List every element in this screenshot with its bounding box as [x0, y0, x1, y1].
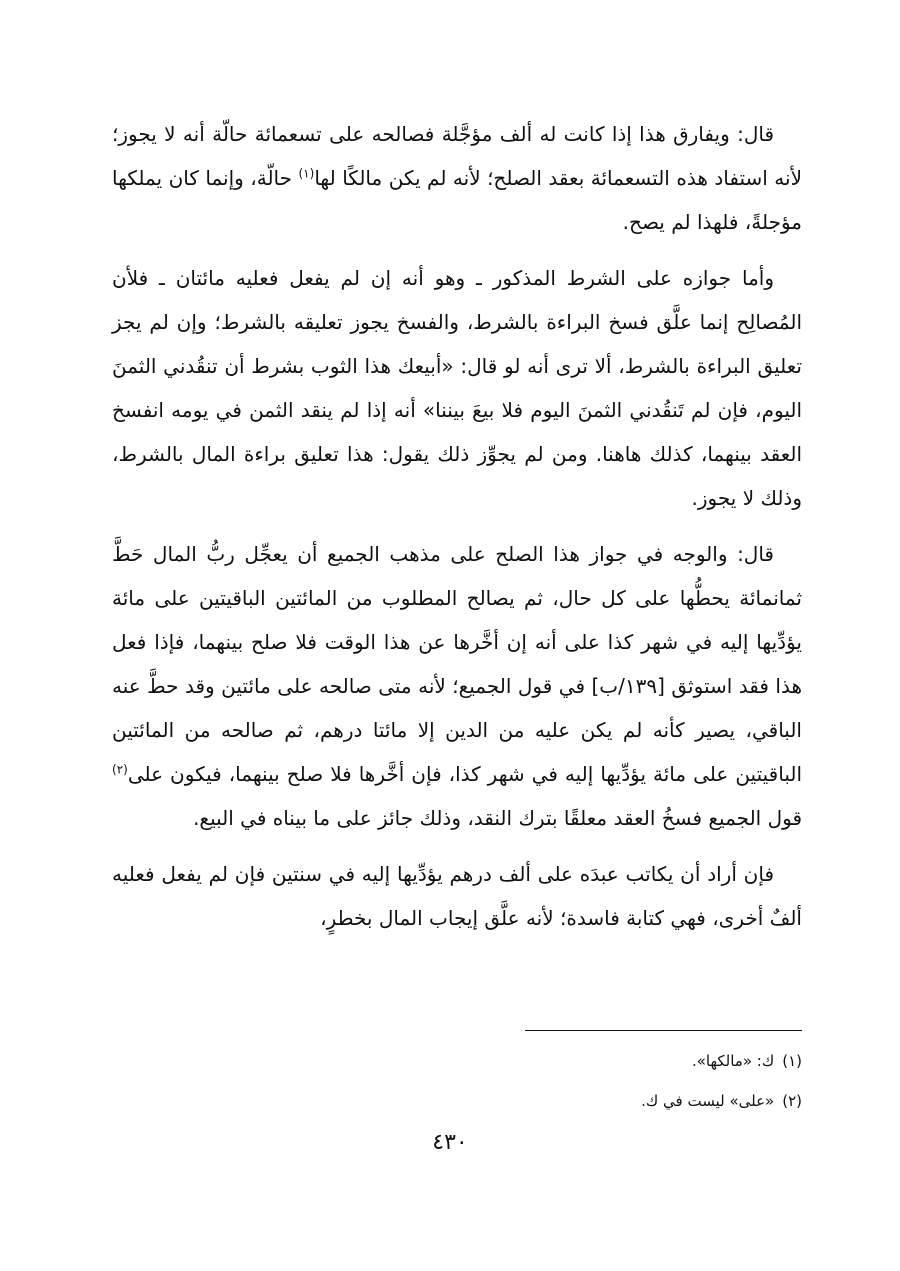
paragraph-2: وأما جوازه على الشرط المذكور ـ وهو أنه إن لم يفعل فعليه مائتان ـ فلأن المُصالِح إنما علَّق فسخ البراءة بالشرط، والفسخ يجوز تعليقه بالشرط؛ وإن لم يجز تعليق البراءة بالشرط، ألا ترى أنه لو قال: «أبيعك هذا الثوب بشرط أن تنقُدني الثمنَ اليوم، فإن لم تَنقُدني الثمنَ اليوم فلا بيعَ بيننا» أنه إذا لم ينقد الثمن في يومه انفسخ العقد بينهما، كذلك هاهنا. ومن لم يجوِّز ذلك يقول: هذا تعليق براءة المال بالشرط، وذلك لا يجوز.: [112, 266, 802, 510]
paragraph-3-text: قال: والوجه في جواز هذا الصلح على مذهب الجميع أن يعجِّل ربُّ المال حَطَّ ثمانمائة يحطُّها على كل حال، ثم يصالح المطلوب من المائتين الباقيتين على مائة يؤدِّيها إليه في شهر كذا على أنه إن أخَّرها عن هذا الوقت فلا صلح بينهما، فإذا فعل هذا فقد استوثق [١٣٩/ب] في قول الجميع؛ لأنه متى صالحه على مائتين وقد حطَّ عنه الباقي، يصير كأنه لم يكن عليه من الدين إلا مائتا درهم، ثم صالحه من المائتين الباقيتين على مائة يؤدِّيها إليه في شهر كذا، فإن أخَّرها فلا صلح بينهما، فيكون على: [112, 542, 802, 786]
paragraph-1-text-cont: حالّة، وإنما كان يملكها مؤجلةً، فلهذا لم يصح.: [112, 166, 802, 234]
paragraph-3: [112, 532, 802, 840]
main-text: [112, 112, 802, 952]
footnote-2-text: «على» ليست في ك.: [641, 1092, 775, 1110]
footnote-2: [112, 1084, 802, 1118]
paragraph-3-text-cont: قول الجميع فسخُ العقد معلقًا بترك النقد، وذلك جائز على ما بيناه في البيع.: [193, 806, 802, 830]
footnote-2-number: (٢): [782, 1092, 802, 1110]
page-number: ٤٣٠: [432, 1130, 468, 1155]
footnote-1-number: (١): [782, 1052, 802, 1070]
footnote-separator: [525, 1030, 802, 1031]
paragraph-4: فإن أراد أن يكاتب عبدَه على ألف درهم يؤدِّيها إليه في سنتين فإن لم يفعل فعليه ألفٌ أخرى، فهي كتابة فاسدة؛ لأنه علَّق إيجاب المال بخطرٍ،: [112, 862, 802, 930]
footnote-1-text: ك: «مالكها».: [691, 1052, 775, 1070]
footnote-ref-1: (١): [298, 166, 315, 181]
paragraph-1-text: قال: ويفارق هذا إذا كانت له ألف مؤجَّلة فصالحه على تسعمائة حالّة أنه لا يجوز؛ لأنه استفاد هذه التسعمائة بعقد الصلح؛ لأنه لم يكن مالكًا لها: [112, 122, 802, 190]
footnote-ref-2: (٢): [112, 762, 128, 777]
footnote-1: [112, 1044, 802, 1078]
paragraph-1: [112, 112, 802, 244]
footnotes: [112, 1044, 802, 1124]
